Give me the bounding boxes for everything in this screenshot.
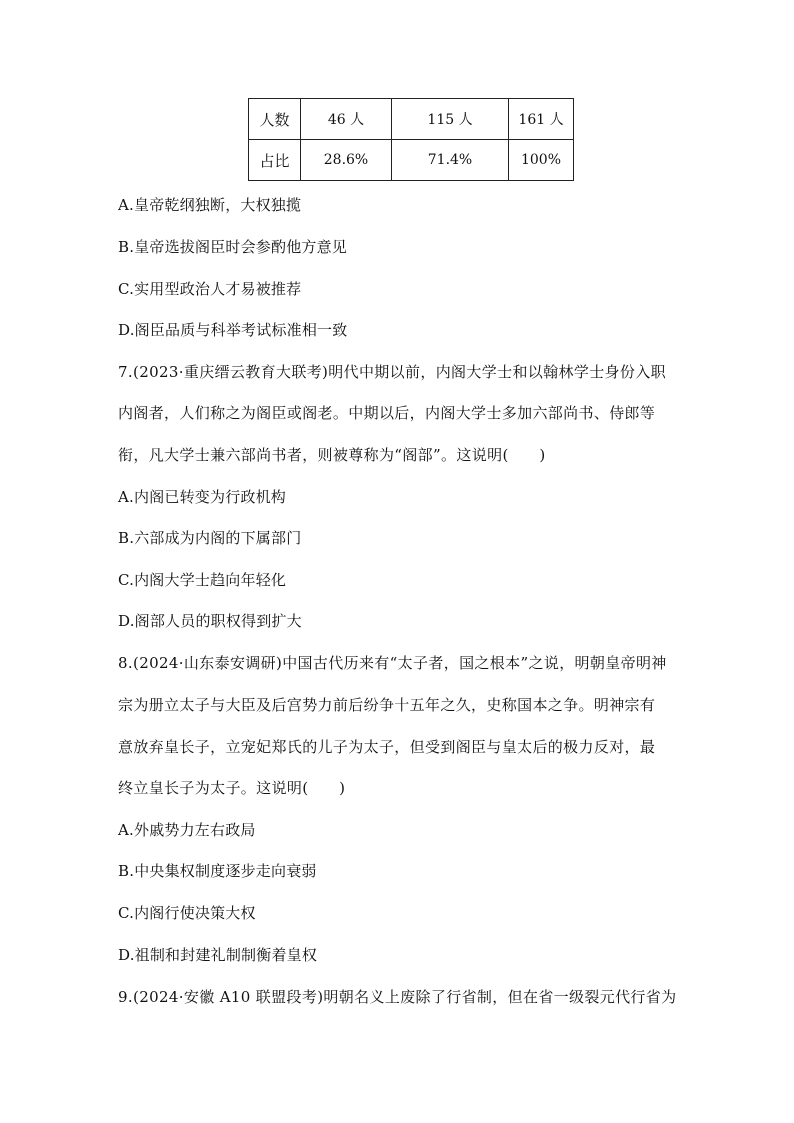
table-row <box>249 99 574 140</box>
q8-stem-line: 终立皇长子为太子。这说明( ) <box>118 779 346 797</box>
table-cell: 161 人 <box>509 99 574 140</box>
statistics-table <box>248 98 574 181</box>
q8-option-b: B.中央集权制度逐步走向衰弱 <box>118 862 317 880</box>
table-cell: 28.6% <box>301 140 392 181</box>
q7-option-a: A.内阁已转变为行政机构 <box>118 488 287 506</box>
q7-stem-line: 内阁者，人们称之为阁臣或阁老。中期以后，内阁大学士多加六部尚书、侍郎等 <box>118 404 656 422</box>
table-cell: 人数 <box>249 99 301 140</box>
q7-option-c: C.内阁大学士趋向年轻化 <box>118 571 287 589</box>
q6-option-a: A.皇帝乾纲独断，大权独揽 <box>118 196 302 214</box>
q8-option-d: D.祖制和封建礼制制衡着皇权 <box>118 946 318 964</box>
q8-stem-line: 8.(2024·山东泰安调研)中国古代历来有“太子者，国之根本”之说，明朝皇帝明神 <box>118 654 667 672</box>
q7-option-d: D.阁部人员的职权得到扩大 <box>118 612 302 630</box>
table-cell: 占比 <box>249 140 301 181</box>
q7-stem-line: 衔，凡大学士兼六部尚书者，则被尊称为“阁部”。这说明( ) <box>118 446 546 464</box>
q7-stem-line: 7.(2023·重庆缙云教育大联考)明代中期以前，内阁大学士和以翰林学士身份入职 <box>118 363 666 381</box>
q8-option-a: A.外戚势力左右政局 <box>118 821 256 839</box>
q8-stem-line: 意放弃皇长子，立宠妃郑氏的儿子为太子，但受到阁臣与皇太后的极力反对，最 <box>118 738 656 756</box>
table-cell: 71.4% <box>392 140 509 181</box>
q8-option-c: C.内阁行使决策大权 <box>118 904 256 922</box>
q6-option-d: D.阁臣品质与科举考试标准相一致 <box>118 321 348 339</box>
table-cell: 100% <box>509 140 574 181</box>
q8-stem-line: 宗为册立太子与大臣及后宫势力前后纷争十五年之久，史称国本之争。明神宗有 <box>118 696 656 714</box>
q6-option-c: C.实用型政治人才易被推荐 <box>118 280 302 298</box>
table-cell: 46 人 <box>301 99 392 140</box>
q7-option-b: B.六部成为内阁的下属部门 <box>118 529 302 547</box>
q6-option-b: B.皇帝选拔阁臣时会参酌他方意见 <box>118 238 347 256</box>
table-cell: 115 人 <box>392 99 509 140</box>
q9-stem-line: 9.(2024·安徽 A10 联盟段考)明朝名义上废除了行省制，但在省一级裂元代行省为 <box>118 988 677 1006</box>
table-row <box>249 140 574 181</box>
